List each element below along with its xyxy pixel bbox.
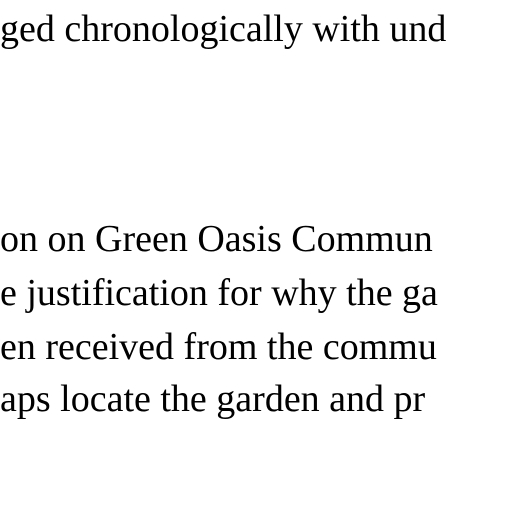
text-line-4: en received from the commu [0,326,437,368]
text-line-2: on on Green Oasis Commun [0,218,433,260]
text-line-5: aps locate the garden and pr [0,378,426,420]
text-line-1: ged chronologically with und [0,8,447,50]
text-line-3: e justification for why the ga [0,272,438,314]
